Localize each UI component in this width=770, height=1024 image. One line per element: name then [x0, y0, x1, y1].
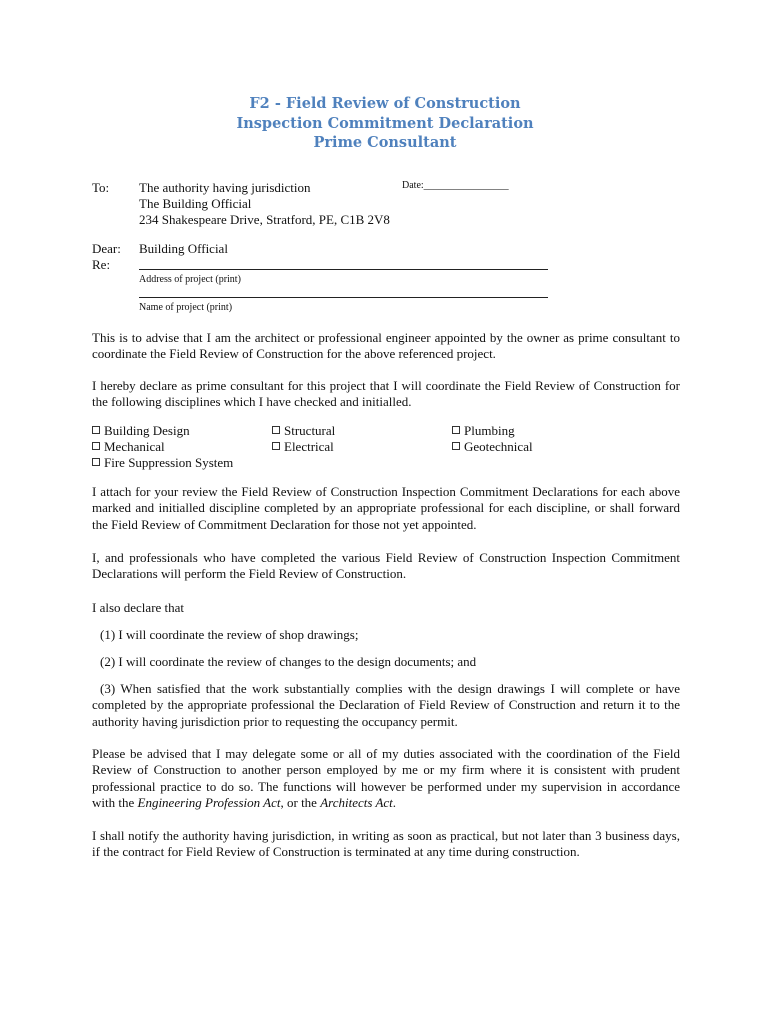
- paragraph-attach: I attach for your review the Field Review of Construction Inspection Commitment Declarations for each above marked and initialled discipline completed by an appropriate professional for each discipline, or shall forward the Field Review of Commitment Declaration for those not yet appointed.: [92, 484, 680, 532]
- checkbox-label: Building Design: [104, 423, 190, 438]
- checkbox-label: Geotechnical: [464, 439, 533, 454]
- re-label: Re:: [92, 257, 111, 272]
- paragraph-also-declare: I also declare that: [92, 600, 185, 615]
- checkbox-label: Mechanical: [104, 439, 165, 454]
- recipient-line-3: 234 Shakespeare Drive, Stratford, PE, C1B 2V8: [139, 212, 390, 227]
- recipient-line-1: The authority having jurisdiction: [139, 180, 311, 195]
- form-title: [0, 94, 770, 153]
- project-address-line[interactable]: [139, 269, 548, 270]
- checkbox-label: Structural: [284, 423, 336, 438]
- checkbox-icon: [272, 442, 280, 450]
- checkbox-icon: [92, 458, 100, 466]
- recipient-line-2: The Building Official: [139, 196, 252, 211]
- checkbox-label: Electrical: [284, 439, 334, 454]
- delegate-text-end: .: [392, 794, 397, 810]
- checkbox-label: Plumbing: [464, 423, 515, 438]
- paragraph-delegate: [92, 746, 680, 811]
- delegate-text-start: Please be advised that I may delegate some or all of my duties associated with the coordination of the Field Review of Construction to another person employed by me or my firm where it is consistent with prudent professional practice to do so. The functions will however be performed under my supervision in accordance with the: [92, 746, 680, 810]
- title-line-2: Inspection Commitment Declaration: [236, 114, 534, 132]
- engineering-act-title: Engineering Profession Act: [137, 794, 281, 810]
- checkbox-mechanical[interactable]: [92, 439, 165, 455]
- title-line-3: Prime Consultant: [313, 134, 457, 151]
- checkbox-icon: [272, 426, 280, 434]
- delegate-text-mid: , or the: [280, 794, 321, 810]
- checkbox-geotechnical[interactable]: [452, 439, 533, 455]
- checkbox-icon: [452, 426, 460, 434]
- checkbox-structural[interactable]: [272, 423, 335, 439]
- paragraph-advise: This is to advise that I am the architect or professional engineer appointed by the owner as prime consultant to coordinate the Field Review of Construction for the above referenced project.: [92, 330, 680, 362]
- paragraph-declare: I hereby declare as prime consultant for this project that I will coordinate the Field Review of Construction for the following disciplines which I have checked and initialled.: [92, 378, 680, 410]
- paragraph-notify: I shall notify the authority having jurisdiction, in writing as soon as practical, but not later than 3 business days, if the contract for Field Review of Construction is terminated at any time during construction.: [92, 828, 680, 860]
- project-name-line[interactable]: [139, 297, 548, 298]
- checkbox-building-design[interactable]: [92, 423, 190, 439]
- name-caption: Name of project (print): [139, 302, 233, 313]
- declaration-item-2: (2) I will coordinate the review of changes to the design documents; and: [100, 654, 477, 669]
- dear-label: Dear:: [92, 241, 121, 256]
- checkbox-icon: [452, 442, 460, 450]
- checkbox-electrical[interactable]: [272, 439, 334, 455]
- date-field[interactable]: Date:_________________: [402, 180, 509, 191]
- declaration-item-3: (3) When satisfied that the work substantially complies with the design drawings I will complete or have completed by the appropriate professional the Declaration of Field Review of Construction and return it to the authority having jurisdiction prior to requesting the occupancy permit.: [92, 681, 680, 729]
- to-label: To:: [92, 180, 110, 195]
- architects-act-title: Architects Act: [320, 794, 393, 810]
- checkbox-plumbing[interactable]: [452, 423, 515, 439]
- address-caption: Address of project (print): [139, 274, 241, 285]
- declaration-item-1: (1) I will coordinate the review of shop drawings;: [100, 627, 359, 642]
- title-line-1: F2 - Field Review of Construction: [249, 95, 521, 112]
- checkbox-label: Fire Suppression System: [104, 455, 234, 470]
- checkbox-icon: [92, 442, 100, 450]
- checkbox-fire-suppression[interactable]: [92, 455, 233, 471]
- paragraph-professionals: I, and professionals who have completed the various Field Review of Construction Inspection Commitment Declarations will perform the Field Review of Construction.: [92, 550, 680, 582]
- checkbox-icon: [92, 426, 100, 434]
- dear-value: Building Official: [139, 241, 228, 256]
